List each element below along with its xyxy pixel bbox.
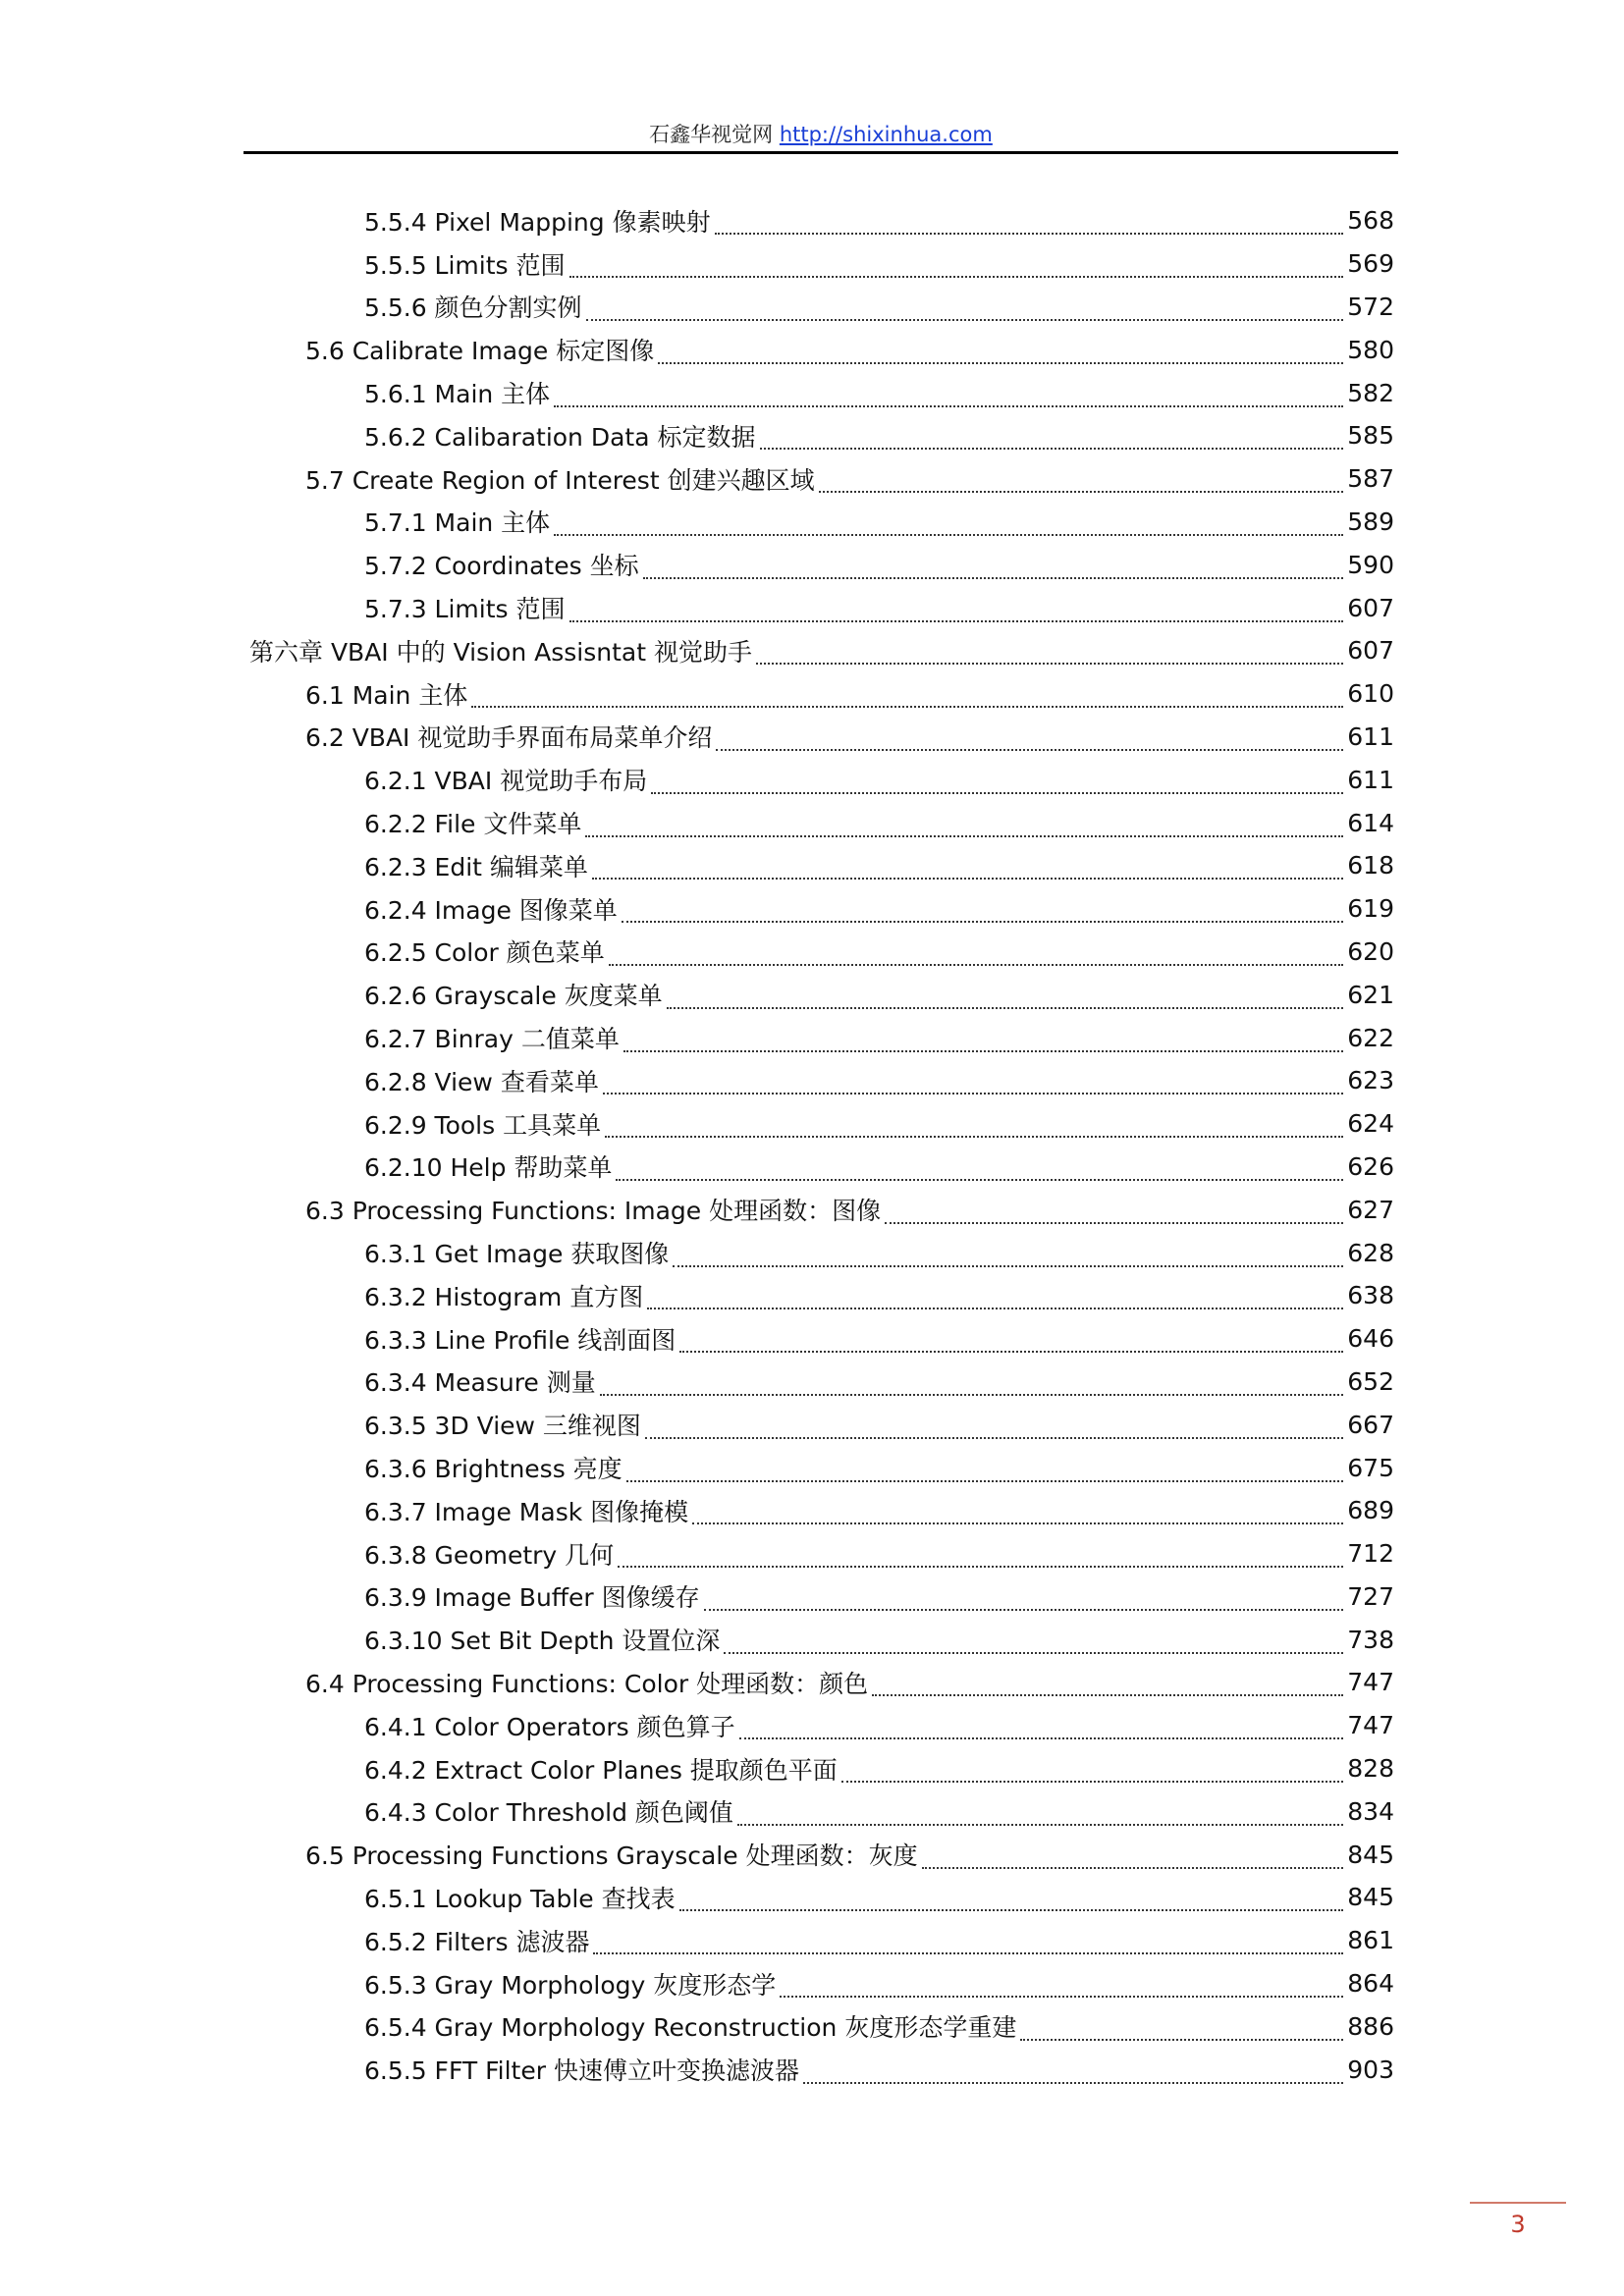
toc-entry[interactable] [244, 199, 1394, 242]
toc-dot-leader [554, 381, 1343, 407]
toc-entry-title: 6.5.1 Lookup Table 查找表 [364, 1884, 676, 1913]
toc-entry-page: 589 [1347, 507, 1394, 536]
toc-dot-leader [603, 1068, 1343, 1095]
toc-dot-leader [593, 1928, 1343, 1954]
toc-entry-page: 712 [1347, 1539, 1394, 1569]
toc-entry-title: 6.3.1 Get Image 获取图像 [364, 1240, 670, 1269]
toc-entry-page: 611 [1347, 765, 1394, 794]
toc-entry-title: 6.2.9 Tools 工具菜单 [364, 1110, 602, 1140]
toc-dot-leader [586, 294, 1343, 321]
toc-entry-page: 624 [1347, 1109, 1394, 1139]
toc-entry-page: 652 [1347, 1366, 1394, 1396]
toc-dot-leader [716, 724, 1343, 751]
toc-dot-leader [645, 1413, 1343, 1439]
page-number: 3 [1510, 2211, 1526, 2238]
toc-entry-title: 6.3.3 Line Profile 线剖面图 [364, 1325, 677, 1355]
toc-entry[interactable] [244, 242, 1394, 286]
toc-entry-title: 6.3.10 Set Bit Depth 设置位深 [364, 1627, 721, 1656]
toc-entry-page: 568 [1347, 206, 1394, 236]
toc-entry-title: 6.2.1 VBAI 视觉助手布局 [364, 767, 648, 796]
toc-dot-leader [626, 1456, 1343, 1482]
toc-dot-leader [651, 768, 1343, 794]
toc-entry-page: 864 [1347, 1969, 1394, 1999]
toc-entry[interactable] [244, 543, 1394, 586]
toc-entry-title: 6.4.2 Extract Color Planes 提取颜色平面 [364, 1755, 838, 1785]
toc-entry-title: 6.3.5 3D View 三维视图 [364, 1412, 641, 1441]
toc-entry[interactable] [244, 1618, 1394, 1661]
toc-entry-title: 6.2.6 Grayscale 灰度菜单 [364, 982, 663, 1011]
toc-dot-leader [643, 553, 1343, 579]
toc-entry-page: 620 [1347, 936, 1394, 966]
toc-entry[interactable] [244, 1016, 1394, 1059]
toc-entry-page: 646 [1347, 1324, 1394, 1354]
toc-entry-page: 622 [1347, 1023, 1394, 1052]
toc-entry-title: 5.7.2 Coordinates 坐标 [364, 552, 639, 581]
toc-entry-page: 611 [1347, 721, 1394, 751]
toc-entry-title: 6.2.10 Help 帮助菜单 [364, 1153, 613, 1183]
toc-entry[interactable] [244, 457, 1394, 501]
toc-dot-leader [592, 853, 1343, 880]
toc-entry-title: 6.2.4 Image 图像菜单 [364, 895, 618, 925]
toc-dot-leader [803, 2057, 1343, 2084]
toc-entry-title: 6.3.2 Histogram 直方图 [364, 1282, 644, 1311]
toc-entry-page: 861 [1347, 1926, 1394, 1955]
toc-dot-leader [616, 1154, 1343, 1181]
toc-dot-leader [673, 1241, 1343, 1267]
toc-entry-page: 667 [1347, 1410, 1394, 1439]
toc-entry-page: 747 [1347, 1711, 1394, 1740]
toc-entry[interactable] [244, 1146, 1394, 1189]
toc-entry-title: 6.5.4 Gray Morphology Reconstruction 灰度形态学重建 [364, 2013, 1017, 2043]
toc-entry-title: 6.5.5 FFT Filter 快速傅立叶变换滤波器 [364, 2056, 799, 2086]
toc-entry-title: 6.2.8 View 查看菜单 [364, 1067, 599, 1096]
toc-entry[interactable] [244, 931, 1394, 974]
toc-entry-page: 845 [1347, 1883, 1394, 1912]
toc-dot-leader [605, 1111, 1343, 1138]
toc-entry[interactable] [244, 1102, 1394, 1146]
toc-entry-page: 886 [1347, 2011, 1394, 2041]
toc-dot-leader [667, 983, 1343, 1009]
toc-entry-title: 6.3.4 Measure 测量 [364, 1368, 596, 1398]
toc-dot-leader [471, 681, 1343, 708]
toc-dot-leader [704, 1584, 1343, 1611]
toc-entry-title: 5.5.5 Limits 范围 [364, 250, 566, 280]
toc-entry-title: 6.3.8 Geometry 几何 [364, 1540, 615, 1570]
toc-entry[interactable] [244, 1532, 1394, 1575]
toc-entry-title: 6.2 VBAI 视觉助手界面布局菜单介绍 [305, 723, 713, 753]
toc-entry-page: 569 [1347, 249, 1394, 279]
toc-entry-title: 6.4 Processing Functions: Color 处理函数：颜色 [305, 1669, 869, 1698]
toc-dot-leader [756, 638, 1343, 665]
toc-dot-leader [585, 811, 1343, 837]
toc-entry[interactable] [244, 801, 1394, 844]
toc-entry[interactable] [244, 414, 1394, 457]
toc-dot-leader [569, 251, 1343, 278]
toc-dot-leader [819, 466, 1343, 493]
toc-entry[interactable] [244, 1231, 1394, 1274]
toc-dot-leader [569, 596, 1343, 622]
toc-dot-leader [1020, 2014, 1343, 2041]
toc-entry[interactable] [244, 586, 1394, 629]
toc-entry[interactable] [244, 1747, 1394, 1790]
toc-entry[interactable] [244, 973, 1394, 1016]
toc-entry-page: 580 [1347, 335, 1394, 364]
toc-entry-title: 5.5.4 Pixel Mapping 像素映射 [364, 207, 711, 237]
toc-entry-page: 675 [1347, 1453, 1394, 1482]
toc-entry[interactable] [244, 328, 1394, 371]
toc-entry[interactable] [244, 1188, 1394, 1231]
toc-entry-title: 5.6.1 Main 主体 [364, 380, 551, 409]
toc-entry[interactable] [244, 371, 1394, 414]
toc-entry-title: 5.6 Calibrate Image 标定图像 [305, 337, 655, 366]
toc-entry-title: 6.3.7 Image Mask 图像掩模 [364, 1497, 689, 1526]
toc-dot-leader [922, 1842, 1343, 1869]
toc-dot-leader [715, 208, 1343, 235]
toc-entry-title: 6.5 Processing Functions Grayscale 处理函数：灰度 [305, 1842, 918, 1871]
toc-entry[interactable] [244, 501, 1394, 544]
toc-entry-page: 689 [1347, 1496, 1394, 1525]
toc-entry-title: 5.6.2 Calibaration Data 标定数据 [364, 422, 756, 452]
site-name: 石鑫华视觉网 [649, 123, 774, 146]
toc-entry-page: 747 [1347, 1668, 1394, 1697]
toc-entry-title: 6.3 Processing Functions: Image 处理函数：图像 [305, 1197, 882, 1226]
toc-entry-title: 5.7.1 Main 主体 [364, 508, 551, 538]
toc-entry[interactable] [244, 758, 1394, 801]
toc-dot-leader [609, 939, 1343, 966]
toc-entry-page: 627 [1347, 1195, 1394, 1224]
toc-dot-leader [679, 1326, 1343, 1353]
toc-entry-page: 638 [1347, 1281, 1394, 1310]
toc-entry[interactable] [244, 1317, 1394, 1361]
toc-dot-leader [760, 423, 1344, 450]
toc-entry-page: 845 [1347, 1840, 1394, 1869]
toc-entry[interactable] [244, 1274, 1394, 1317]
toc-entry-page: 727 [1347, 1581, 1394, 1611]
toc-entry-title: 6.3.9 Image Buffer 图像缓存 [364, 1583, 700, 1613]
toc-dot-leader [737, 1799, 1343, 1826]
toc-dot-leader [647, 1283, 1343, 1309]
toc-entry-title: 6.2.2 File 文件菜单 [364, 810, 582, 839]
toc-entry[interactable] [244, 1361, 1394, 1404]
toc-entry[interactable] [244, 1833, 1394, 1876]
toc-entry[interactable] [244, 1661, 1394, 1704]
toc-entry-title: 6.4.3 Color Threshold 颜色阈值 [364, 1798, 733, 1828]
toc-entry-title: 5.7.3 Limits 范围 [364, 595, 566, 624]
table-of-contents [244, 199, 1394, 2091]
toc-entry-page: 623 [1347, 1066, 1394, 1095]
toc-dot-leader [554, 509, 1343, 536]
toc-entry[interactable] [244, 1789, 1394, 1833]
footer-rule [1470, 2202, 1566, 2204]
site-url-link[interactable]: http://shixinhua.com [779, 123, 993, 146]
toc-entry-page: 903 [1347, 2055, 1394, 2084]
toc-entry-page: 607 [1347, 636, 1394, 666]
toc-dot-leader [885, 1198, 1343, 1224]
toc-dot-leader [623, 1026, 1343, 1052]
toc-dot-leader [679, 1885, 1343, 1911]
toc-entry-title: 6.1 Main 主体 [305, 680, 468, 710]
toc-dot-leader [841, 1756, 1343, 1783]
toc-entry-page: 619 [1347, 894, 1394, 924]
toc-entry[interactable] [244, 286, 1394, 329]
toc-entry-title: 6.3.6 Brightness 亮度 [364, 1455, 623, 1483]
toc-entry[interactable] [244, 844, 1394, 887]
toc-entry-page: 828 [1347, 1754, 1394, 1784]
toc-dot-leader [618, 1541, 1343, 1568]
toc-entry[interactable] [244, 1403, 1394, 1446]
toc-entry-title: 6.5.2 Filters 滤波器 [364, 1927, 590, 1956]
toc-entry-page: 590 [1347, 550, 1394, 579]
toc-entry-page: 621 [1347, 980, 1394, 1009]
toc-entry-title: 第六章 VBAI 中的 Vision Assisntat 视觉助手 [249, 637, 752, 667]
toc-entry-page: 585 [1347, 421, 1394, 451]
toc-entry-page: 738 [1347, 1625, 1394, 1654]
toc-entry[interactable] [244, 1489, 1394, 1532]
toc-entry-title: 6.2.5 Color 颜色菜单 [364, 938, 605, 968]
toc-dot-leader [658, 338, 1343, 364]
toc-entry-title: 6.4.1 Color Operators 颜色算子 [364, 1712, 735, 1741]
header-rule [244, 151, 1398, 154]
toc-entry[interactable] [244, 716, 1394, 759]
toc-dot-leader [872, 1670, 1343, 1696]
toc-entry[interactable] [244, 1876, 1394, 1919]
toc-entry[interactable] [244, 1575, 1394, 1619]
toc-dot-leader [692, 1498, 1343, 1524]
page-header [244, 116, 1398, 153]
toc-dot-leader [724, 1628, 1343, 1654]
toc-entry-title: 6.2.3 Edit 编辑菜单 [364, 852, 588, 881]
toc-entry-title: 5.7 Create Region of Interest 创建兴趣区域 [305, 465, 815, 495]
toc-dot-leader [739, 1713, 1343, 1739]
toc-entry-title: 6.2.7 Binray 二值菜单 [364, 1025, 620, 1054]
toc-entry[interactable] [244, 672, 1394, 716]
toc-entry-page: 572 [1347, 292, 1394, 321]
toc-entry[interactable] [244, 629, 1394, 672]
toc-entry[interactable] [244, 2048, 1394, 2091]
toc-entry[interactable] [244, 1704, 1394, 1747]
toc-entry-page: 610 [1347, 679, 1394, 709]
toc-entry[interactable] [244, 887, 1394, 931]
toc-entry-page: 626 [1347, 1151, 1394, 1181]
toc-entry-page: 587 [1347, 464, 1394, 494]
toc-entry[interactable] [244, 1919, 1394, 1962]
toc-entry[interactable] [244, 1059, 1394, 1102]
toc-entry-title: 5.5.6 颜色分割实例 [364, 294, 582, 323]
toc-entry-title: 6.5.3 Gray Morphology 灰度形态学 [364, 1970, 777, 2000]
toc-dot-leader [600, 1369, 1343, 1396]
toc-entry-page: 614 [1347, 808, 1394, 837]
toc-entry-page: 628 [1347, 1238, 1394, 1267]
toc-dot-leader [622, 896, 1343, 923]
toc-dot-leader [780, 1971, 1343, 1998]
toc-entry-page: 607 [1347, 593, 1394, 622]
toc-entry-page: 834 [1347, 1796, 1394, 1826]
toc-entry-page: 618 [1347, 851, 1394, 881]
toc-entry-page: 582 [1347, 378, 1394, 407]
toc-entry[interactable] [244, 1446, 1394, 1489]
toc-entry[interactable] [244, 1962, 1394, 2005]
toc-entry[interactable] [244, 2004, 1394, 2048]
